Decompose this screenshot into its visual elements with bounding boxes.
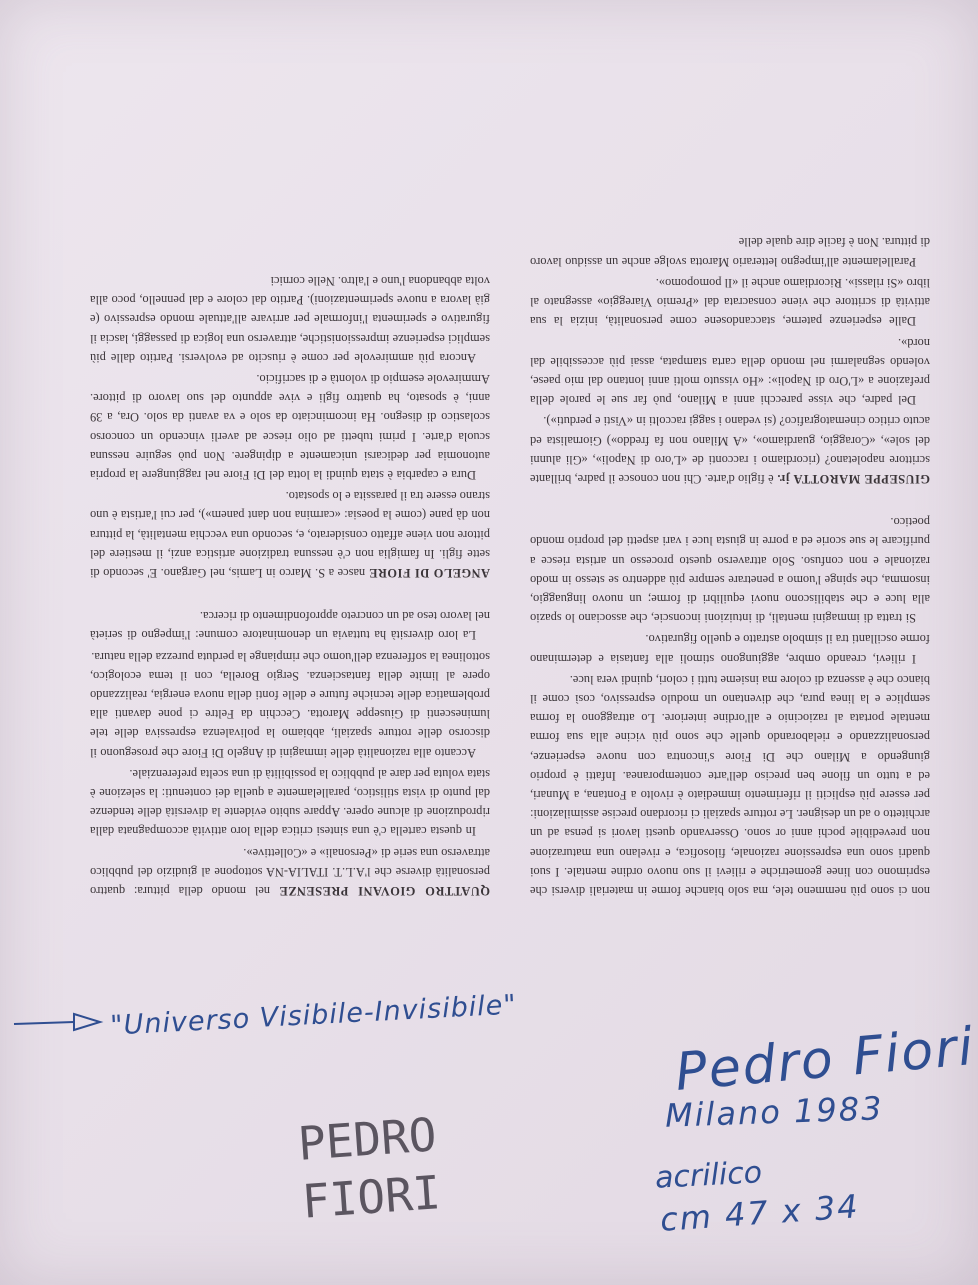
printed-text-upside-down xyxy=(90,80,930,900)
intro-title: QUATTRO GIOVANI PRESENZE xyxy=(278,884,490,898)
place-year: Milano 1983 xyxy=(664,1089,885,1135)
paragraph: La loro diversità ha tuttavia un denominatore comune: l'impegno di serietà nel lavoro teso ad un concreto approfondimento di ricerca. xyxy=(90,609,490,643)
marotta-paragraph xyxy=(530,411,930,488)
handwritten-title: "Universo Visibile-Invisibile" xyxy=(109,989,518,1042)
intro-paragraph xyxy=(90,842,490,900)
paragraph: Ancora più ammirevole per come è riuscito ad evolversi. Partito dalle più semplici esperienze impressionistiche, attraverso una logica di passaggi, lascia il figurativo e sperimenta l'informale per arrivare all'attuale mondo espressivo (e già lavora a nuove sperimentazioni). Partito dal colore e dal pennello, poco alla volta abbandona l'uno e l'altro. Nelle cornici xyxy=(90,273,490,365)
text-column-left xyxy=(530,230,930,900)
paragraph: Dura e caparbia è stata quindi la lotta del Di Fiore nel raggiungere la propria autonomia per dedicarsi unicamente a dipingere. Non può seguire nessuna scuola d'arte. I primi tubetti ad olio riesce ad averli vincendo un concorso scolastico di disegno. Ha incominciato da solo e va avanti da solo. Ora, a 39 anni, è sposato, ha quattro figli e vive appunto del suo lavoro di pittore. Ammirevole esempio di volontà e di sacrificio. xyxy=(90,371,490,482)
printed-signature: PEDRO FIORI xyxy=(296,1107,443,1229)
text-column-right xyxy=(90,269,490,900)
difiore-text: nasce a S. Marco in Lamis, nel Gargano. E' secondo di sette figli. In famiglia non c'è nessuna tradizione artistica anzi, il mestiere del pittore non viene affatto considerato, e, secondo una vecchia mentalità, la pittura non dà pane (come la poesia: «carmina non dant panem»), per cui l'artista è uno strano essere tra il parassita e lo spostato. xyxy=(90,489,490,580)
script-signature: Pedro Fiori xyxy=(672,1017,978,1103)
marotta-name: GIUSEPPE MAROTTA jr. xyxy=(776,471,930,486)
paragraph: Accanto alla razionalità delle immagini di Angelo Di Fiore che proseguono il discorso delle rotture spaziali, abbiamo la polivalenza espressiva delle tele luminescenti di Giuseppe Marotta. Cecchin da Feltre ci pone davanti alla problematica delle tecniche future e delle fonti della nuova energia, realizzando opere al limite della fantascienza. Sergio Borella, con il tema ecologico, sottolinea la sofferenza dell'uomo che rimpiange la perduta purezza della natura. xyxy=(90,649,490,760)
marotta-text: è figlio d'arte. Chi non conosce il padre, brillante scrittore napoletano? (ricordiamo i racconti de «L'oro di Napoli», «Gli alunni del sole», «Coraggio, guardiamo», «A Milano non fa freddo») Giornalista ed acuto critico cinematografico? (si vedano i saggi raccolti in «Visti e perduti»). xyxy=(530,414,930,486)
paragraph: In questa cartella c'è una sintesi critica della loro attività accompagnata dalla riproduzione di alcune opere. Appare subito evidente la diversità delle tendenze dal punto di vista stilistico, parallelamente a quella dei contenuti: la selezione è stata voluta per dare al pubblico la possibilità di una scelta preferenziale. xyxy=(90,766,490,839)
paragraph: Si tratta di immagini mentali, di intuizioni inconscie, che associano lo spazio alla luce e che stabiliscono nuovi equilibri di forme; un nuovo linguaggio, insomma, che spinge l'uomo a penetrare sempre più addentro se stesso in modo razionale e non confuso. Solo attraverso questo processo un artista riesce a purificare le sue scorie ed a porre in giusta luce i vari aspetti del proprio mondo poetico. xyxy=(530,515,930,626)
paragraph: non ci sono più nemmeno tele, ma solo bianche forme in materiali diversi che esprimono con linee geometriche e rilievi il suo nuovo ordine mentale. I suoi quadri sono una espressione razionale, filosofica, e rivelano una maturazione non prevedibile pochi anni or sono. Osservando questi lavori si pensa ad un architetto o ad un designer. Le rotture spaziali ci ricordano precise assimilazioni: per essere più espliciti il riferimento immediato è rivolto a Fontana, a Munari, ed a tutto un filone ben preciso dell'arte contemporanea. Infatti è proprio giungendo a Milano che Di Fiore s'incontra con nuove esperienze, personalizzando e rielaborando quelle che sono più vicine alla sua forma mentale portata al raziocinio e all'ordine interiore. Lo attraggono la forma semplice e la linea pura, che diventano un modulo espressivo, così come il bianco che è assenza di colore ma insieme tutti i colori, quindi vera luce. xyxy=(530,672,930,898)
paragraph: Del padre, che visse parecchi anni a Milano, può far sue le parole della prefazione a «L'Oro di Napoli»: «Ho vissuto molti anni lontano dal mio paese, volendo segnalarmi nel mondo della carta stampata, assai più accessibile dal nord». xyxy=(530,335,930,408)
paragraph: Parallelamente all'impegno letterario Marotta svolge anche un assiduo lavoro di pittura. Non è facile dire quale delle xyxy=(530,235,930,269)
right-arrow-icon xyxy=(12,1008,112,1038)
intro-text: nel mondo della pittura: quattro personalità diverse che l'A.L.T. ITALIA-NA sottopone al giudizio del pubblico attraverso una serie di «Personali» e «Collettive». xyxy=(90,845,490,898)
difiore-name: ANGELO DI FIORE xyxy=(368,565,490,580)
size-note: cm 47 x 34 xyxy=(658,1187,861,1239)
medium-note: acrilico xyxy=(654,1155,763,1196)
paragraph: Dalle esperienze paterne, staccandosene come personalità, inizia la sua attività di scrittore che viene consacrata dal «Premio Viareggio» assegnato al libro «Si rilassi». Ricordiamo anche il «Il pomopomo». xyxy=(530,275,930,329)
difiore-paragraph xyxy=(90,486,490,582)
paragraph: I rilievi, creando ombre, aggiungono stimoli alla fantasia e determinano forme oscillanti tra il simbolo astratto e quello figurativo. xyxy=(530,632,930,666)
